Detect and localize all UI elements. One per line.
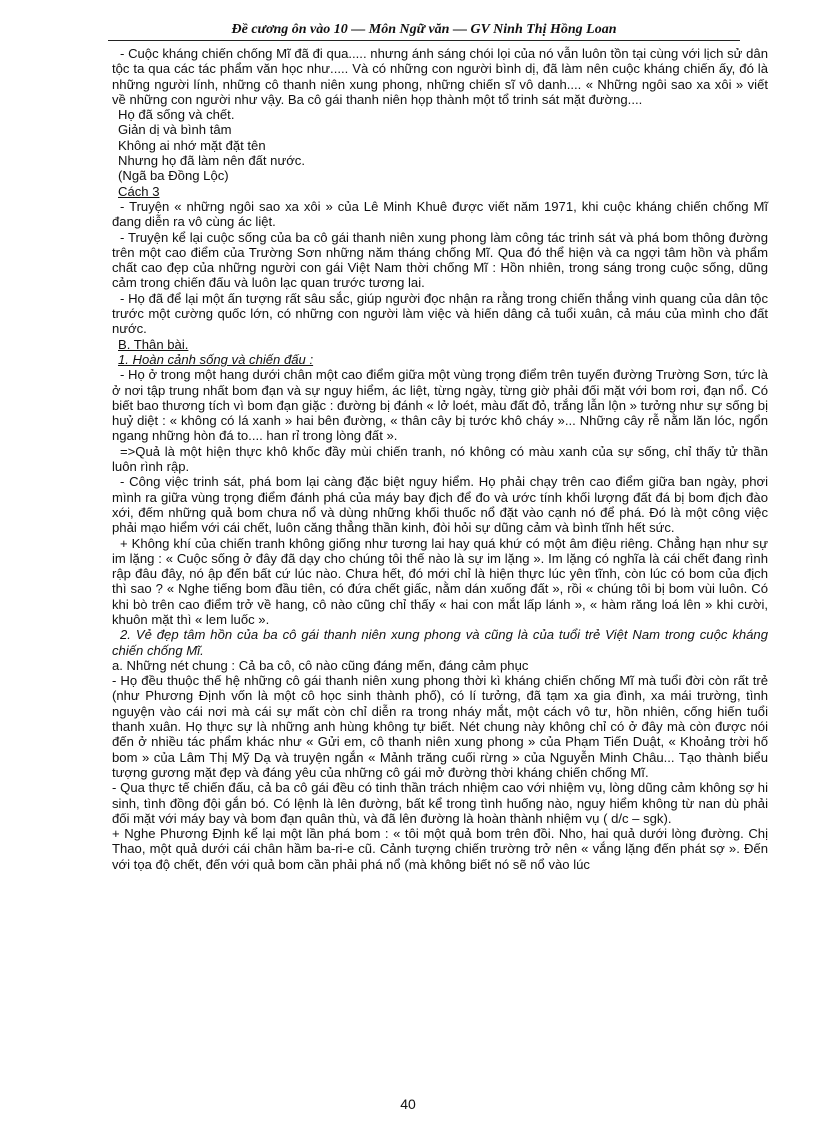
paragraph: Họ đã sống và chết. [118, 107, 235, 123]
paragraph: Nhưng họ đã làm nên đất nước. [118, 153, 305, 169]
paragraph: + Nghe Phương Định kể lại một lần phá bom : « tôi một quả bom trên đồi. Nho, hai quả dưới lòng đường. Chị Thao, một quả dưới cái chân hầm ba-ri-e cũ. Cảnh tượng chiến trường trở nên « vắng lặng đến phát sợ ». Đến với tọa độ chết, đến với quả bom cần phải phá nổ (mà không biết nó sẽ nổ vào lúc [112, 826, 768, 872]
paragraph: a. Những nét chung : Cả ba cô, cô nào cũng đáng mến, đáng cảm phục [112, 657, 529, 673]
paragraph: - Cuộc kháng chiến chống Mĩ đã đi qua..... nhưng ánh sáng chói lọi của nó vẫn luôn tồn tại cùng với lịch sử dân tộc ta qua các tác phẩm văn học như..... Và có những con người bình dị, đã làm nên cuộc kháng chiến ấy, đó là những người lính, những cô thanh niên xung phong, những chiến sĩ vô danh.... « Những ngôi sao xa xôi » viết về những con người như vậy. Ba cô gái thanh niên họp thành một tổ trinh sát mặt đường.... [112, 46, 768, 107]
paragraph: (Ngã ba Đồng Lộc) [118, 168, 229, 184]
paragraph: =>Quả là một hiện thực khô khốc đầy mùi chiến tranh, nó không có màu xanh của sự sống, chỉ thấy tử thần luôn rình rập. [112, 443, 768, 475]
paragraph: - Họ đều thuộc thế hệ những cô gái thanh niên xung phong thời kì kháng chiến chống Mĩ mà tuổi đời còn rất trẻ (như Phương Định vốn là một cô học sinh thành phố), có lí tưởng, đã tạm xa gia đình, xa mái trường, tình nguyện vào cái nơi mà cái sự mất còn chỉ diễn ra trong nháy mắt, một cách vô tư, hồn nhiên, cống hiến tuổi thanh xuân. Họ thực sự là những anh hùng không tự biết. Nét chung này không chỉ có ở đây mà còn được nói đến ở nhiều tác phẩm khác như « Gửi em, cô thanh niên xung phong » của Phạm Tiến Duật, « Khoảng trời hố bom » của Lâm Thị Mỹ Dạ và truyện ngắn « Mảnh trăng cuối rừng » của Nguyễn Minh Châu... Tạo thành biểu tượng gương mặt đẹp và đáng yêu của những cô gái mở đường thời kháng chiến chống Mĩ. [112, 673, 768, 780]
paragraph: + Không khí của chiến tranh không giống như tương lai hay quá khứ có một âm điệu riêng. Chẳng hạn như sự im lặng : « Cuộc sống ở đây đã dạy cho chúng tôi thế nào là sự im lặng ». Im lặng có nghĩa là cái chết đang rình rập đâu đây, nó ập đến bất cứ lúc nào. Chưa hết, đó mới chỉ là hiện thực lúc yên tĩnh, còn lúc có bom của địch thì sao ? « Nghe tiếng bom đầu tiên, có đứa chết giấc, nằm dán xuống đất », rồi « chúng tôi bị bom vùi luôn. Có khi bò trên cao điểm trở về hang, cô nào cũng chỉ thấy « hai con mắt lấp lánh », « hàm răng loá lên » khi cười, khuôn mặt thì « lem luốc ». [112, 535, 768, 627]
paragraph: Giản dị và bình tâm [118, 122, 232, 138]
paragraph: 1. Hoàn cảnh sống và chiến đấu : [118, 351, 314, 367]
paragraph: - Công việc trinh sát, phá bom lại càng đặc biệt nguy hiểm. Họ phải chạy trên cao điểm giữa ban ngày, phơi mình ra giữa vùng trọng điểm đánh phá của máy bay địch để đo và ước tính khối lượng đất đá bị bom địch đào xới, đếm những quả bom chưa nổ và dùng những khối thuốc nổ đặt vào cạnh nó để phá. Đó là một công việc phải mạo hiểm với cái chết, luôn căng thẳng thần kinh, đòi hỏi sự dũng cảm và bình tĩnh hết sức. [112, 474, 768, 536]
paragraph: Cách 3 [118, 183, 160, 199]
paragraph: - Qua thực tế chiến đấu, cả ba cô gái đều có tinh thần trách nhiệm cao với nhiệm vụ, lòng dũng cảm không sợ hi sinh, tình đồng đội gắn bó. Có lệnh là lên đường, bất kể trong tình huống nào, nguy hiểm không từ nan dù phải đối mặt với máy bay và bom đạn quân thù, và đã lên đường là hoàn thành nhiệm vụ ( d/c – sgk). [112, 780, 768, 826]
page-number: 40 [400, 1096, 416, 1112]
paragraph: - Truyện « những ngôi sao xa xôi » của Lê Minh Khuê được viết năm 1971, khi cuộc kháng chiến chống Mĩ đang diễn ra vô cùng ác liệt. [112, 198, 768, 230]
page-header: Đề cương ôn vào 10 — Môn Ngữ văn — GV Ninh Thị Hồng Loan [108, 22, 740, 41]
paragraph: B. Thân bài. [118, 336, 189, 352]
paragraph: - Họ đã để lại một ấn tượng rất sâu sắc, giúp người đọc nhận ra rằng trong chiến thắng vinh quang của dân tộc trước một cường quốc lớn, có những con người làm việc và hiến dâng cả tuổi xuân, cả máu của mình cho đất nước. [112, 290, 768, 337]
paragraph: - Truyện kể lại cuộc sống của ba cô gái thanh niên xung phong làm công tác trinh sát và phá bom thông đường trên một cao điểm của Trường Sơn những năm tháng chống Mĩ. Qua đó thể hiện và ca ngợi tâm hồn và phẩm chất cao đẹp của những người con gái Việt Nam thời chống Mĩ : Hồn nhiên, trong sáng trong cuộc sống, dũng cảm trong chiến đấu và luôn lạc quan trước tương lai. [112, 229, 768, 291]
paragraph: - Họ ở trong một hang dưới chân một cao điểm giữa một vùng trọng điểm trên tuyến đường Trường Sơn, tức là ở nơi tập trung nhất bom đạn và sự nguy hiểm, ác liệt, từng ngày, từng giờ phải đối mặt với bom rơi, đạn nổ. Có biết bao thương tích vì bom đạn giặc : đường bị đánh « lở loét, màu đất đỏ, trắng lẫn lộn » tưởng như sự sống bị huỷ diệt : « không có lá xanh » hai bên đường, « thân cây bị tước khô cháy »... Những cây rễ nằm lăn lóc, ngổn ngang những hòn đá to.... han rỉ trong lòng đất ». [112, 367, 768, 444]
paragraph: 2. Vẻ đẹp tâm hồn của ba cô gái thanh niên xung phong và cũng là của tuổi trẻ Việt Nam trong cuộc kháng chiến chống Mĩ. [112, 627, 768, 658]
document-body [112, 46, 768, 872]
paragraph: Không ai nhớ mặt đặt tên [118, 137, 266, 153]
